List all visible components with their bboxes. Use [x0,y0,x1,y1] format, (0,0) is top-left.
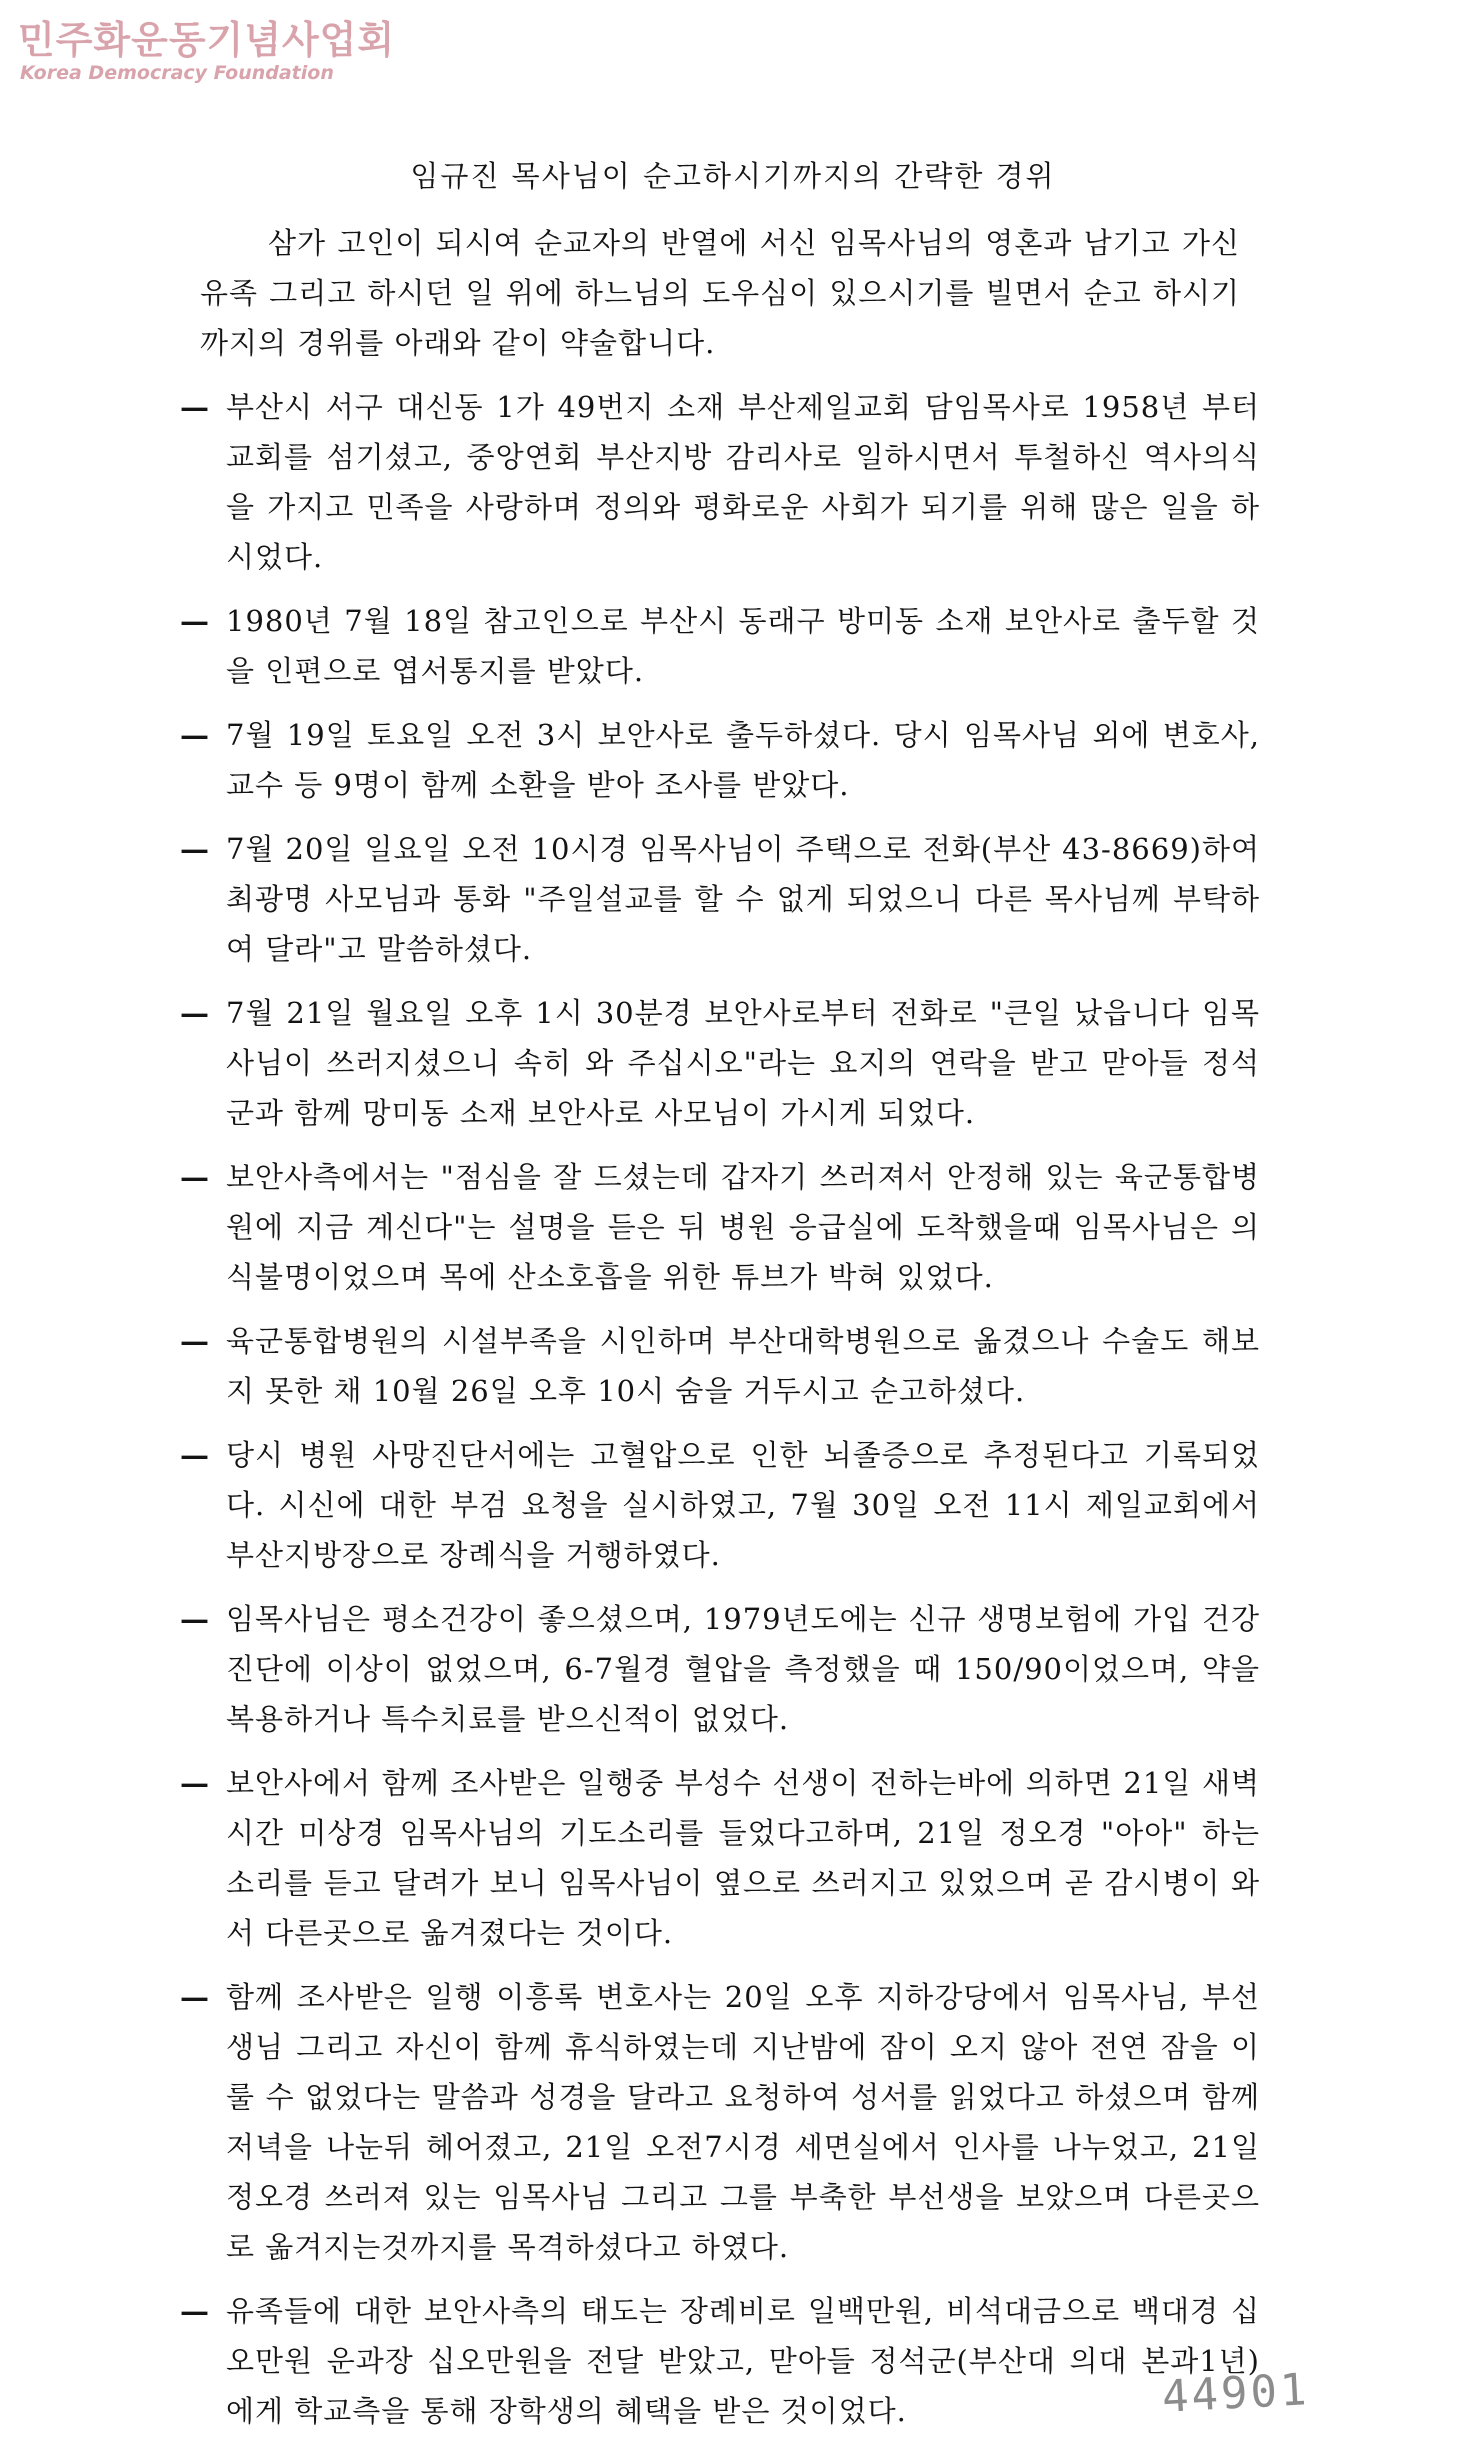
item-text: 7월 19일 토요일 오전 3시 보안사로 출두하셨다. 당시 임목사님 외에 변호사, 교수 등 9명이 함께 소환을 받아 조사를 받았다. [226,718,1260,802]
dash-bullet: — [180,1438,210,1472]
item-text: 보안사에서 함께 조사받은 일행중 부성수 선생이 전하는바에 의하면 21일 새벽시간 미상경 임목사님의 기도소리를 들었다고하며, 21일 정오경 "아아" 하는 소리를 듣고 달려가 보니 임목사님이 옆으로 쓰러지고 있었으며 곧 감시병이 와서 다른곳으로 옮겨졌다는 것이다. [226,1766,1260,1950]
list-item [180,1316,1260,1416]
dash-bullet: — [180,604,210,638]
dash-bullet: — [180,1980,210,2014]
dash-bullet: — [180,718,210,752]
dash-bullet: — [180,1324,210,1358]
dash-bullet: — [180,390,210,424]
document-title: 임규진 목사님이 순고하시기까지의 간략한 경위 [410,159,1056,193]
item-text: 1980년 7월 18일 참고인으로 부산시 동래구 방미동 소재 보안사로 출두할 것을 인편으로 엽서통지를 받았다. [226,604,1260,688]
dash-bullet: — [180,2294,210,2328]
foundation-watermark [18,18,395,84]
list-item [180,824,1260,974]
intro-paragraph: 삼가 고인이 되시여 순교자의 반열에 서신 임목사님의 영혼과 남기고 가신 유족 그리고 하시던 일 위에 하느님의 도우심이 있으시기를 빌면서 순고 하시기까지의 경위를 아래와 같이 약술합니다. [200,226,1240,360]
dash-bullet: — [180,1766,210,1800]
dash-bullet: — [180,996,210,1030]
list-item [180,382,1260,582]
item-text: 함께 조사받은 일행 이흥록 변호사는 20일 오후 지하강당에서 임목사님, 부선생님 그리고 자신이 함께 휴식하였는데 지난밤에 잠이 오지 않아 전연 잠을 이룰 수 없었다는 말씀과 성경을 달라고 요청하여 성서를 읽었다고 하셨으며 함께 저녁을 나눈뒤 헤어졌고, 21일 오전7시경 세면실에서 인사를 나누었고, 21일 정오경 쓰러져 있는 임목사님 그리고 그를 부축한 부선생을 보았으며 다른곳으로 옮겨지는것까지를 목격하셨다고 하였다. [226,1980,1260,2264]
list-item [180,1152,1260,1302]
item-text: 부산시 서구 대신동 1가 49번지 소재 부산제일교회 담임목사로 1958년 부터 교회를 섬기셨고, 중앙연회 부산지방 감리사로 일하시면서 투철하신 역사의식을 가지고 민족을 사랑하며 정의와 평화로운 사회가 되기를 위해 많은 일을 하시었다. [226,390,1260,574]
item-text: 당시 병원 사망진단서에는 고혈압으로 인한 뇌졸증으로 추정된다고 기록되었다. 시신에 대한 부검 요청을 실시하였고, 7월 30일 오전 11시 제일교회에서 부산지방장으로 장례식을 거행하였다. [226,1438,1260,1572]
list-item [180,1972,1260,2272]
item-text: 7월 20일 일요일 오전 10시경 임목사님이 주택으로 전화(부산 43-8669)하여 최광명 사모님과 통화 "주일설교를 할 수 없게 되었으니 다른 목사님께 부탁하여 달라"고 말씀하셨다. [226,832,1260,966]
list-item [180,2286,1260,2436]
item-text: 임목사님은 평소건강이 좋으셨으며, 1979년도에는 신규 생명보험에 가입 건강진단에 이상이 없었으며, 6-7월경 혈압을 측정했을 때 150/90이었으며, 약을 복용하거나 특수치료를 받으신적이 없었다. [226,1602,1260,1736]
list-item [180,1758,1260,1958]
list-item [180,596,1260,696]
dash-bullet: — [180,1602,210,1636]
item-text: 보안사측에서는 "점심을 잘 드셨는데 갑자기 쓰러져서 안정해 있는 육군통합병원에 지금 계신다"는 설명을 듣은 뒤 병원 응급실에 도착했을때 임목사님은 의식불명이었으며 목에 산소호흡을 위한 튜브가 박혀 있었다. [226,1160,1260,1294]
item-text: 육군통합병원의 시설부족을 시인하며 부산대학병원으로 옮겼으나 수술도 해보지 못한 채 10월 26일 오후 10시 숨을 거두시고 순고하셨다. [226,1324,1260,1408]
list-item [180,710,1260,810]
watermark-english: Korea Democracy Foundation [20,62,334,84]
list-item [180,1594,1260,1744]
archive-number-stamp: 44901 [1160,2364,1311,2423]
list-item [180,1430,1260,1580]
watermark-korean: 민주화운동기념사업회 [18,18,396,62]
dash-bullet: — [180,832,210,866]
dash-bullet: — [180,1160,210,1194]
item-text: 유족들에 대한 보안사측의 태도는 장례비로 일백만원, 비석대금으로 백대경 십오만원 운과장 십오만원을 전달 받았고, 맏아들 정석군(부산대 의대 본과1년)에게 학교측을 통해 장학생의 혜택을 받은 것이었다. [226,2294,1260,2428]
list-item [180,988,1260,1138]
item-list [180,382,1260,2450]
item-text: 7월 21일 월요일 오후 1시 30분경 보안사로부터 전화로 "큰일 났읍니다 임목사님이 쓰러지셨으니 속히 와 주십시오"라는 요지의 연락을 받고 맏아들 정석군과 함께 망미동 소재 보안사로 사모님이 가시게 되었다. [226,996,1260,1130]
